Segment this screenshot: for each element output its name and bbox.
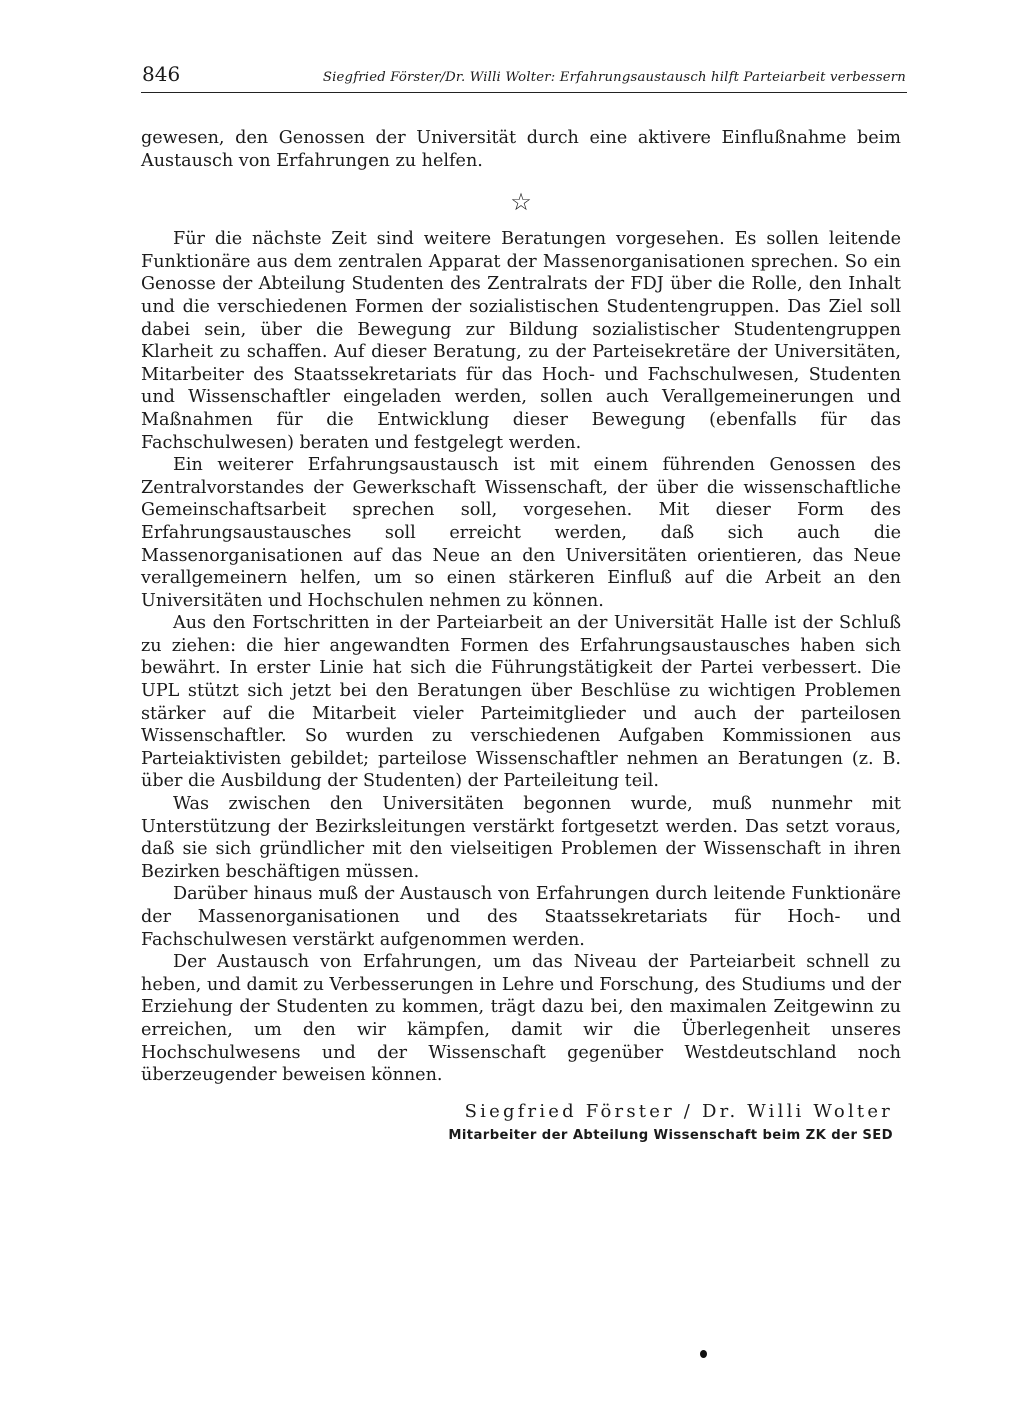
ink-dot [700, 1350, 707, 1358]
running-head: Siegfried Förster/Dr. Willi Wolter: Erfahrungsaustausch hilft Parteiarbeit verbessern [322, 70, 906, 85]
paragraph-2: Ein weiterer Erfahrungsaustausch ist mit einem führenden Genossen des Zentralvorstandes der Gewerkschaft Wissenschaft, der über die wissenschaftliche Gemeinschaftsarbeit sprechen soll, vorgesehen. Mit dieser Form des Erfahrungsaustausches soll erreicht werden, daß sich auch die Massenorganisationen auf das Neue an den Universitäten orientieren, das Neue verallgemeinern helfen, um so einen stärkeren Einfluß auf die Arbeit an den Universitäten und Hochschulen nehmen zu können. [141, 455, 901, 611]
author-affiliation: Mitarbeiter der Abteilung Wissenschaft beim ZK der SED [448, 1128, 893, 1143]
paragraph-6: Der Austausch von Erfahrungen, um das Niveau der Parteiarbeit schnell zu heben, und damit zu Verbesserungen in Lehre und Forschung, des Studiums und der Erziehung der Studenten zu kommen, trägt dazu bei, den maximalen Zeitgewinn zu erreichen, um den wir kämpfen, damit wir die Überlegenheit unseres Hochschulwesens und der Wissenschaft gegenüber Westdeutschland noch überzeugender beweisen können. [141, 952, 901, 1086]
paragraph-1: Für die nächste Zeit sind weitere Beratungen vorgesehen. Es sollen leitende Funktionäre aus dem zentralen Apparat der Massenorganisationen sprechen. So ein Genosse der Abteilung Studenten des Zentralrats der FDJ über die Rolle, den Inhalt und die verschiedenen Formen der sozialistischen Studentengruppen. Das Ziel soll dabei sein, über die Bewegung zur Bildung sozialistischer Studentengruppen Klarheit zu schaffen. Auf dieser Beratung, zu der Parteisekretäre der Universitäten, Mitarbeiter des Staatssekretariats für das Hoch- und Fachschulwesen, Studenten und Wissenschaftler eingeladen werden, sollen auch Verallgemeinerungen und Maßnahmen für die Entwicklung dieser Bewegung (ebenfalls für das Fachschulwesen) beraten und festgelegt werden. [141, 229, 901, 453]
paragraph-5: Darüber hinaus muß der Austausch von Erfahrungen durch leitende Funktionäre der Massenorganisationen und des Staatssekretariats für Hoch- und Fachschulwesen verstärkt aufgenommen werden. [141, 884, 901, 950]
header-rule [141, 92, 907, 93]
article-body [141, 127, 901, 1087]
paragraph-4: Was zwischen den Universitäten begonnen wurde, muß nunmehr mit Unterstützung der Bezirksleitungen verstärkt fortgesetzt werden. Das setzt voraus, daß sie sich gründlicher mit den vielseitigen Problemen der Wissenschaft in ihren Bezirken beschäftigen müssen. [141, 794, 901, 882]
signature-block [141, 1101, 893, 1143]
author-names: Siegfried Förster / Dr. Willi Wolter [464, 1101, 893, 1122]
page-number: 846 [142, 62, 181, 86]
lead-paragraph: gewesen, den Genossen der Universität durch eine aktivere Einflußnahme beim Austausch von Erfahrungen zu helfen. [141, 128, 901, 171]
paragraph-3: Aus den Fortschritten in der Parteiarbeit an der Universität Halle ist der Schluß zu ziehen: die hier angewandten Formen des Erfahrungsaustausches haben sich bewährt. In erster Linie hat sich die Führungstätigkeit der Partei verbessert. Die UPL stützt sich jetzt bei den Beratungen über Beschlüse zu wichtigen Problemen stärker auf die Mitarbeit vieler Parteimitglieder und auch der parteilosen Wissenschaftler. So wurden zu verschiedenen Aufgaben Kommissionen aus Parteiaktivisten gebildet; parteilose Wissenschaftler nehmen an Beratungen (z. B. über die Ausbildung der Studenten) der Parteileitung teil. [141, 613, 901, 792]
star-separator: ☆ [510, 188, 532, 217]
page-header [142, 62, 906, 86]
